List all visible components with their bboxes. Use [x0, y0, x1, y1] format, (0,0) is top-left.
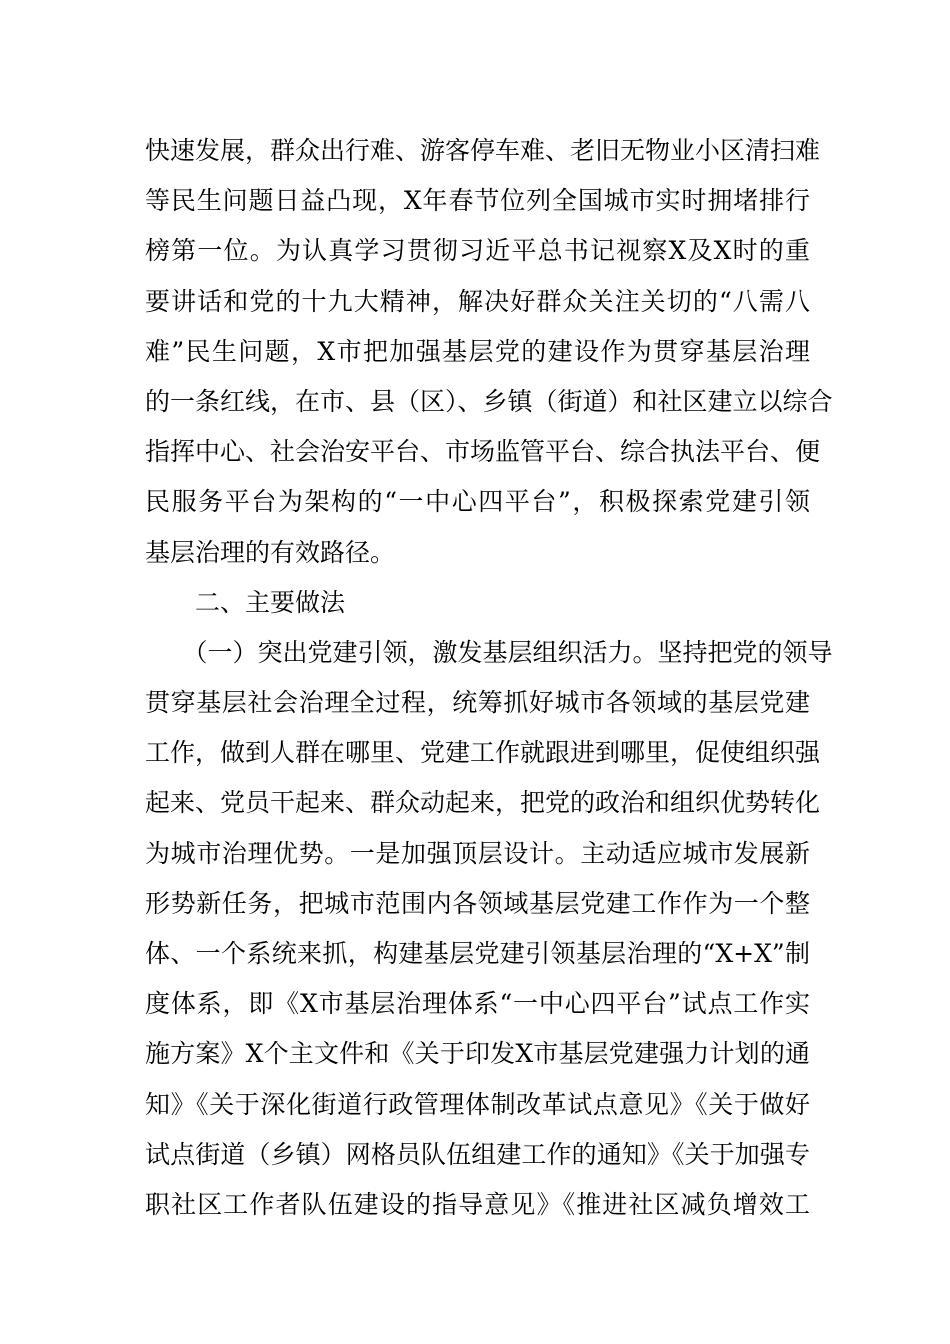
text-line: 民服务平台为架构的“一中心四平台”，积极探索党建引领 — [145, 487, 810, 517]
text-line: 的一条红线，在市、县（区）、乡镇（街道）和社区建立以综合 — [145, 386, 833, 416]
text-line: 快速发展，群众出行难、游客停车难、老旧无物业小区清扫难 — [145, 136, 821, 165]
section-heading: 二、主要做法 — [145, 587, 346, 617]
text-line: 要讲话和党的十九大精神，解决好群众关注关切的“八需八 — [145, 286, 810, 316]
document-body — [145, 126, 833, 1230]
text-line: 职社区工作者队伍建设的指导意见》《推进社区减负增效工 — [145, 1189, 810, 1219]
text-line: 榜第一位。为认真学习贯彻习近平总书记视察X及X时的重 — [145, 236, 810, 266]
text-line: 起来、党员干起来、群众动起来，把党的政治和组织优势转化 — [145, 788, 821, 818]
text-line: （一）突出党建引领，激发基层组织活力。坚持把党的领导 — [145, 637, 833, 667]
text-line: 知》《关于深化街道行政管理体制改革试点意见》《关于做好 — [145, 1089, 810, 1119]
text-line: 施方案》X个主文件和《关于印发X市基层党建强力计划的通 — [145, 1039, 810, 1069]
text-line: 难”民生问题，X市把加强基层党的建设作为贯穿基层治理 — [145, 336, 810, 366]
text-line: 体、一个系统来抓，构建基层党建引领基层治理的“X+X”制 — [145, 939, 810, 968]
text-line: 基层治理的有效路径。 — [145, 537, 396, 567]
text-line: 度体系，即《X市基层治理体系“一中心四平台”试点工作实 — [145, 989, 810, 1019]
text-line: 等民生问题日益凸现，X年春节位列全国城市实时拥堵排行 — [145, 186, 810, 216]
text-line: 试点街道（乡镇）网格员队伍组建工作的通知》《关于加强专 — [145, 1139, 810, 1169]
text-line: 形势新任务，把城市范围内各领域基层党建工作作为一个整 — [145, 888, 810, 918]
text-line: 工作，做到人群在哪里、党建工作就跟进到哪里，促使组织强 — [145, 738, 821, 768]
text-line: 指挥中心、社会治安平台、市场监管平台、综合执法平台、便 — [145, 437, 821, 467]
text-line: 贯穿基层社会治理全过程，统筹抓好城市各领域的基层党建 — [145, 688, 810, 718]
text-line: 为城市治理优势。一是加强顶层设计。主动适应城市发展新 — [145, 838, 810, 868]
